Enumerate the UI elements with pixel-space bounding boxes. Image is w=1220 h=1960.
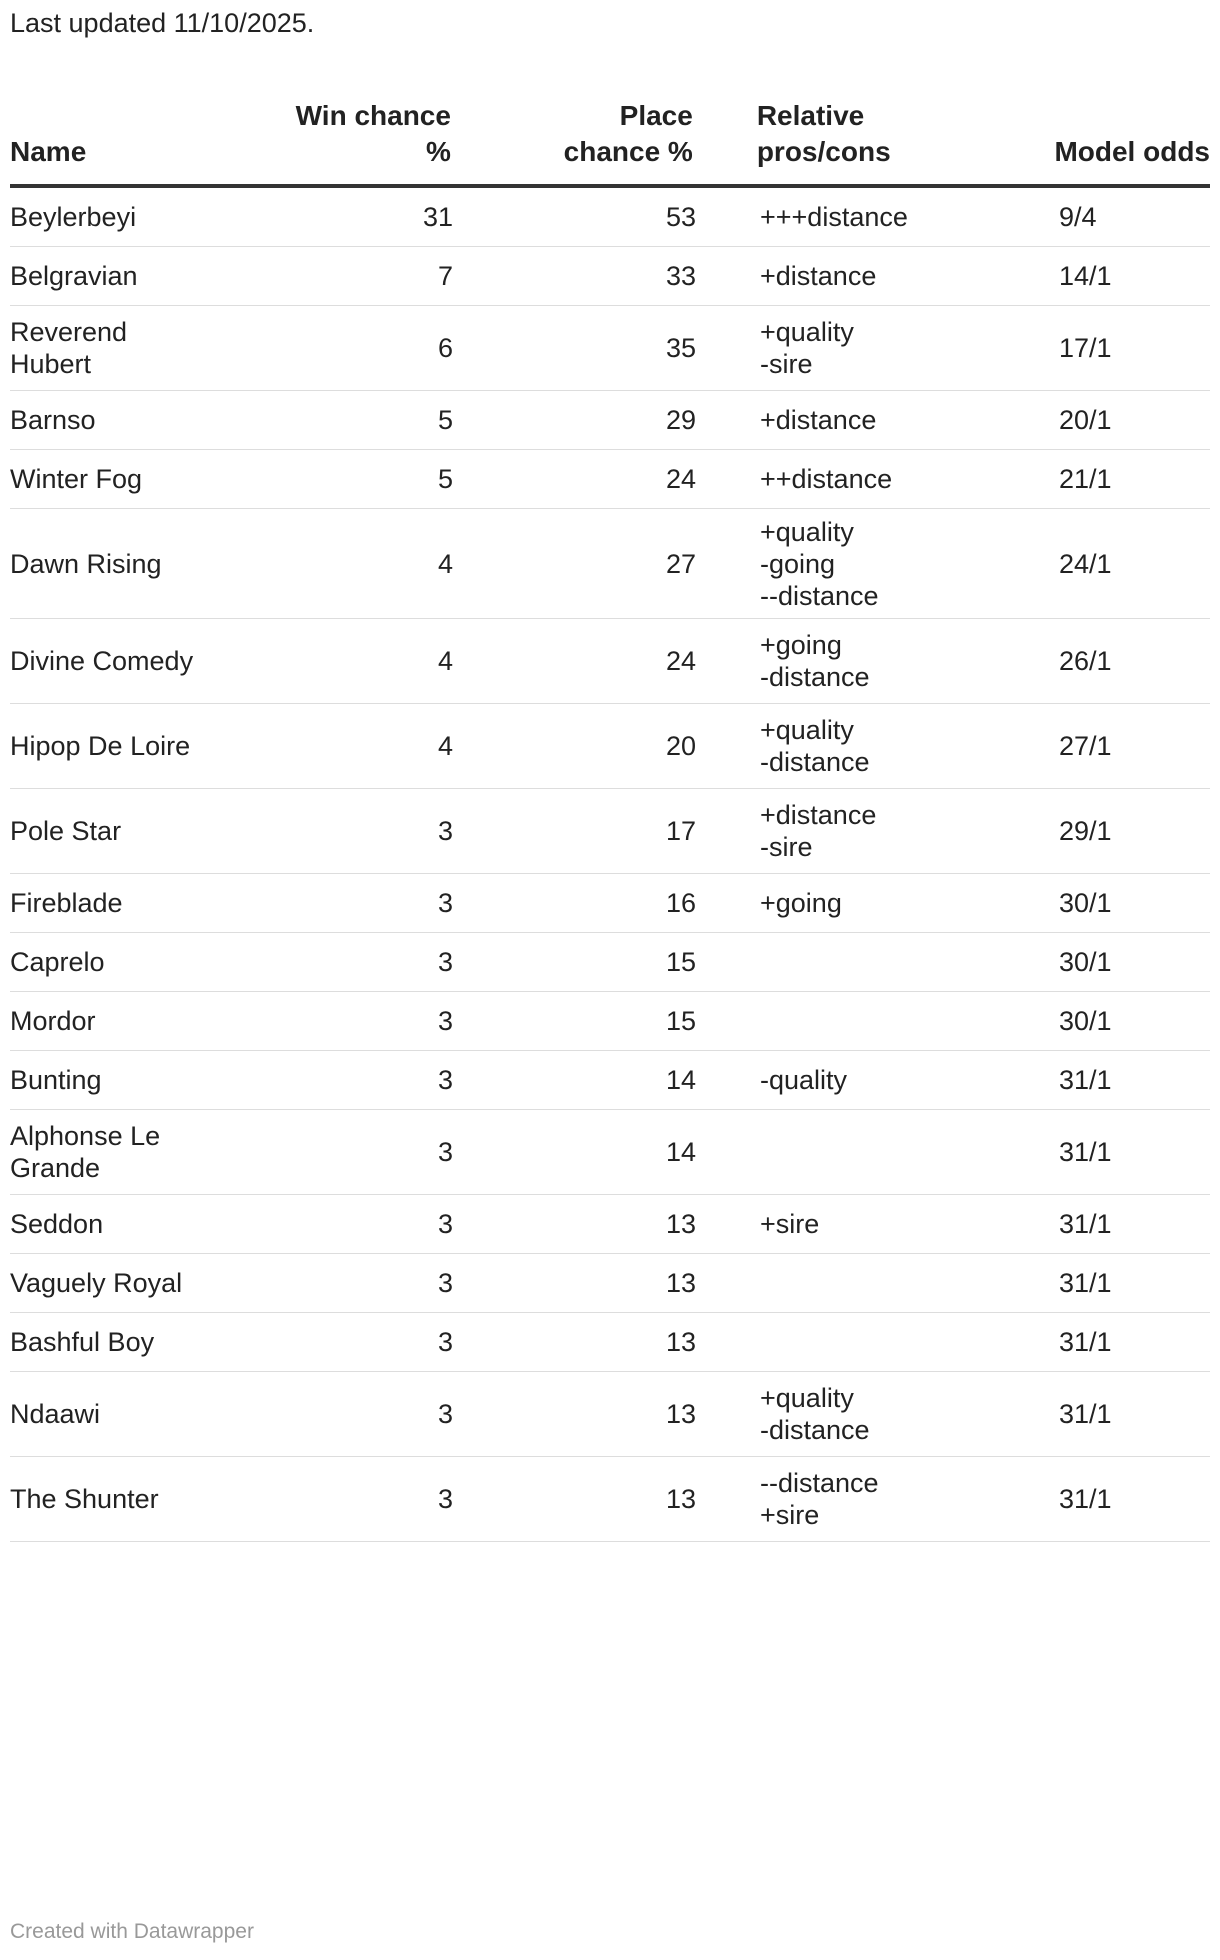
table-row xyxy=(10,509,1210,619)
cell-place-chance: 15 xyxy=(665,947,696,977)
cell-name: Seddon xyxy=(10,1209,104,1239)
cell-win-chance: 3 xyxy=(437,1327,453,1357)
cell-model-odds: 14/1 xyxy=(1059,261,1112,291)
cell-name: Vaguely Royal xyxy=(10,1268,183,1298)
cell-pros-cons: +quality -going --distance xyxy=(760,516,879,611)
table-header xyxy=(10,94,1210,188)
cell-pros-cons: +going -distance xyxy=(760,630,870,692)
table-body xyxy=(10,188,1210,1542)
cell-place-chance: 15 xyxy=(665,1006,696,1036)
cell-model-odds: 31/1 xyxy=(1059,1137,1112,1167)
cell-win-chance: 5 xyxy=(437,405,453,435)
cell-model-odds: 9/4 xyxy=(1059,202,1097,232)
cell-model-odds: 30/1 xyxy=(1059,947,1112,977)
cell-pros-cons: +distance xyxy=(760,405,877,435)
cell-win-chance: 6 xyxy=(437,333,453,363)
table-row xyxy=(10,450,1210,509)
cell-win-chance: 3 xyxy=(437,816,453,846)
table-row xyxy=(10,1051,1210,1110)
cell-win-chance: 3 xyxy=(437,1268,453,1298)
cell-place-chance: 20 xyxy=(665,731,696,761)
cell-place-chance: 53 xyxy=(665,202,696,232)
cell-win-chance: 3 xyxy=(437,888,453,918)
cell-name: Mordor xyxy=(10,1006,96,1036)
cell-name: Bashful Boy xyxy=(10,1327,155,1357)
cell-win-chance: 5 xyxy=(437,464,453,494)
cell-name: Divine Comedy xyxy=(10,646,194,676)
table-row xyxy=(10,247,1210,306)
cell-win-chance: 3 xyxy=(437,1484,453,1514)
table-row xyxy=(10,1457,1210,1542)
table-row xyxy=(10,933,1210,992)
cell-place-chance: 29 xyxy=(665,405,696,435)
cell-win-chance: 3 xyxy=(437,1399,453,1429)
column-header-model-odds[interactable]: Model odds xyxy=(1054,136,1210,167)
cell-name: Reverend Hubert xyxy=(10,317,128,379)
cell-pros-cons: +distance -sire xyxy=(760,800,877,862)
cell-win-chance: 3 xyxy=(437,1137,453,1167)
cell-pros-cons: +++distance xyxy=(760,202,908,232)
cell-name: Barnso xyxy=(10,405,96,435)
table-row xyxy=(10,306,1210,391)
cell-place-chance: 14 xyxy=(665,1065,696,1095)
table-row xyxy=(10,1254,1210,1313)
cell-win-chance: 7 xyxy=(437,261,453,291)
cell-pros-cons: +distance xyxy=(760,261,877,291)
column-header-place-chance[interactable]: Place chance % xyxy=(563,100,693,167)
cell-model-odds: 31/1 xyxy=(1059,1065,1112,1095)
cell-model-odds: 31/1 xyxy=(1059,1484,1112,1514)
cell-win-chance: 3 xyxy=(437,947,453,977)
cell-model-odds: 17/1 xyxy=(1059,333,1112,363)
cell-name: Winter Fog xyxy=(10,464,143,494)
cell-place-chance: 24 xyxy=(665,646,696,676)
cell-pros-cons: +sire xyxy=(760,1209,820,1239)
cell-model-odds: 31/1 xyxy=(1059,1209,1112,1239)
cell-model-odds: 31/1 xyxy=(1059,1399,1112,1429)
cell-model-odds: 21/1 xyxy=(1059,464,1112,494)
cell-model-odds: 30/1 xyxy=(1059,888,1112,918)
cell-name: Hipop De Loire xyxy=(10,731,191,761)
cell-name: Bunting xyxy=(10,1065,102,1095)
table-row xyxy=(10,391,1210,450)
cell-model-odds: 31/1 xyxy=(1059,1268,1112,1298)
table-row xyxy=(10,1195,1210,1254)
cell-win-chance: 3 xyxy=(437,1209,453,1239)
cell-place-chance: 13 xyxy=(665,1399,696,1429)
cell-model-odds: 26/1 xyxy=(1059,646,1112,676)
cell-place-chance: 27 xyxy=(665,548,696,579)
cell-win-chance: 3 xyxy=(437,1065,453,1095)
cell-win-chance: 4 xyxy=(437,548,453,579)
odds-table xyxy=(10,94,1210,1542)
cell-pros-cons: +quality -distance xyxy=(760,715,870,777)
cell-place-chance: 16 xyxy=(665,888,696,918)
cell-place-chance: 14 xyxy=(665,1137,696,1167)
cell-pros-cons: --distance +sire xyxy=(760,1468,879,1530)
cell-win-chance: 4 xyxy=(437,731,453,761)
cell-pros-cons: +quality -distance xyxy=(760,1383,870,1445)
cell-name: Beylerbeyi xyxy=(10,202,137,232)
cell-win-chance: 31 xyxy=(422,202,453,232)
cell-model-odds: 27/1 xyxy=(1059,731,1112,761)
cell-place-chance: 13 xyxy=(665,1209,696,1239)
cell-model-odds: 31/1 xyxy=(1059,1327,1112,1357)
cell-win-chance: 4 xyxy=(437,646,453,676)
cell-name: Alphonse Le Grande xyxy=(10,1121,161,1183)
cell-place-chance: 24 xyxy=(665,464,696,494)
cell-model-odds: 30/1 xyxy=(1059,1006,1112,1036)
table-row xyxy=(10,992,1210,1051)
table-row xyxy=(10,1110,1210,1195)
cell-place-chance: 13 xyxy=(665,1484,696,1514)
last-updated-note: Last updated 11/10/2025. xyxy=(10,8,315,38)
table-row xyxy=(10,789,1210,874)
cell-name: Caprelo xyxy=(10,947,105,977)
column-header-win-chance[interactable]: Win chance % xyxy=(295,100,451,167)
cell-place-chance: 17 xyxy=(665,816,696,846)
cell-place-chance: 33 xyxy=(665,261,696,291)
table-row xyxy=(10,874,1210,933)
cell-name: Pole Star xyxy=(10,816,122,846)
column-header-pros-cons[interactable]: Relative pros/cons xyxy=(756,100,891,167)
cell-name: The Shunter xyxy=(10,1484,159,1514)
cell-pros-cons: ++distance xyxy=(760,464,893,494)
table-row xyxy=(10,1313,1210,1372)
cell-pros-cons: +going xyxy=(760,888,842,918)
cell-name: Ndaawi xyxy=(10,1399,101,1429)
table-row xyxy=(10,619,1210,704)
cell-place-chance: 35 xyxy=(665,333,696,363)
cell-pros-cons: +quality -sire xyxy=(760,317,854,379)
table-row xyxy=(10,704,1210,789)
table-row xyxy=(10,188,1210,247)
cell-place-chance: 13 xyxy=(665,1327,696,1357)
cell-pros-cons: -quality xyxy=(760,1065,848,1095)
column-header-name[interactable]: Name xyxy=(10,136,87,167)
cell-name: Belgravian xyxy=(10,261,138,291)
cell-place-chance: 13 xyxy=(665,1268,696,1298)
cell-win-chance: 3 xyxy=(437,1006,453,1036)
table-row xyxy=(10,1372,1210,1457)
cell-model-odds: 20/1 xyxy=(1059,405,1112,435)
cell-name: Dawn Rising xyxy=(10,548,162,579)
cell-model-odds: 29/1 xyxy=(1059,816,1112,846)
cell-model-odds: 24/1 xyxy=(1059,548,1112,579)
datawrapper-credit: Created with Datawrapper xyxy=(10,1920,254,1943)
cell-name: Fireblade xyxy=(10,888,123,918)
